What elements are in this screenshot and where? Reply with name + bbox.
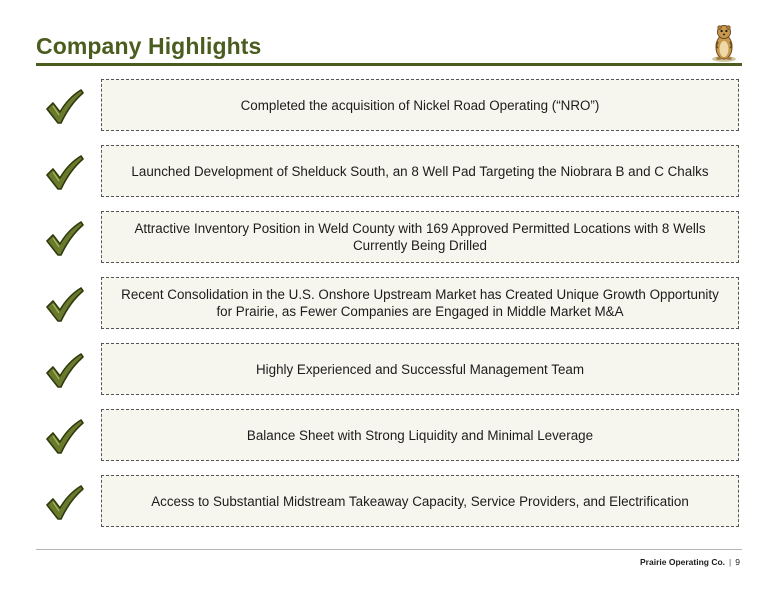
prairie-dog-logo — [704, 20, 744, 64]
highlight-row — [0, 145, 776, 199]
footer-company: Prairie Operating Co. — [640, 557, 726, 567]
title-divider — [36, 63, 742, 66]
highlight-row — [0, 343, 776, 397]
highlight-text: Completed the acquisition of Nickel Road Operating (“NRO”) — [101, 79, 739, 131]
checkmark-icon — [44, 154, 84, 192]
highlight-row — [0, 277, 776, 331]
footer-separator: | — [729, 557, 732, 567]
checkmark-icon — [44, 418, 84, 456]
highlight-text: Highly Experienced and Successful Management Team — [101, 343, 739, 395]
highlight-text: Recent Consolidation in the U.S. Onshore Upstream Market has Created Unique Growth Opportunity for Prairie, as Fewer Companies are Engaged in Middle Market M&A — [101, 277, 739, 329]
highlight-text: Attractive Inventory Position in Weld County with 169 Approved Permitted Locations with 8 Wells Currently Being Drilled — [101, 211, 739, 263]
checkmark-icon — [44, 88, 84, 126]
highlight-row — [0, 475, 776, 529]
highlight-text: Access to Substantial Midstream Takeaway Capacity, Service Providers, and Electrification — [101, 475, 739, 527]
checkmark-icon — [44, 286, 84, 324]
checkmark-icon — [44, 220, 84, 258]
highlight-row — [0, 211, 776, 265]
footer — [640, 557, 740, 567]
checkmark-icon — [44, 484, 84, 522]
footer-divider — [36, 549, 742, 550]
highlight-row — [0, 409, 776, 463]
highlight-text: Launched Development of Shelduck South, an 8 Well Pad Targeting the Niobrara B and C Chalks — [101, 145, 739, 197]
highlight-row — [0, 79, 776, 133]
page-number: 9 — [735, 557, 740, 567]
checkmark-icon — [44, 352, 84, 390]
page-title: Company Highlights — [36, 33, 262, 59]
highlight-text: Balance Sheet with Strong Liquidity and Minimal Leverage — [101, 409, 739, 461]
